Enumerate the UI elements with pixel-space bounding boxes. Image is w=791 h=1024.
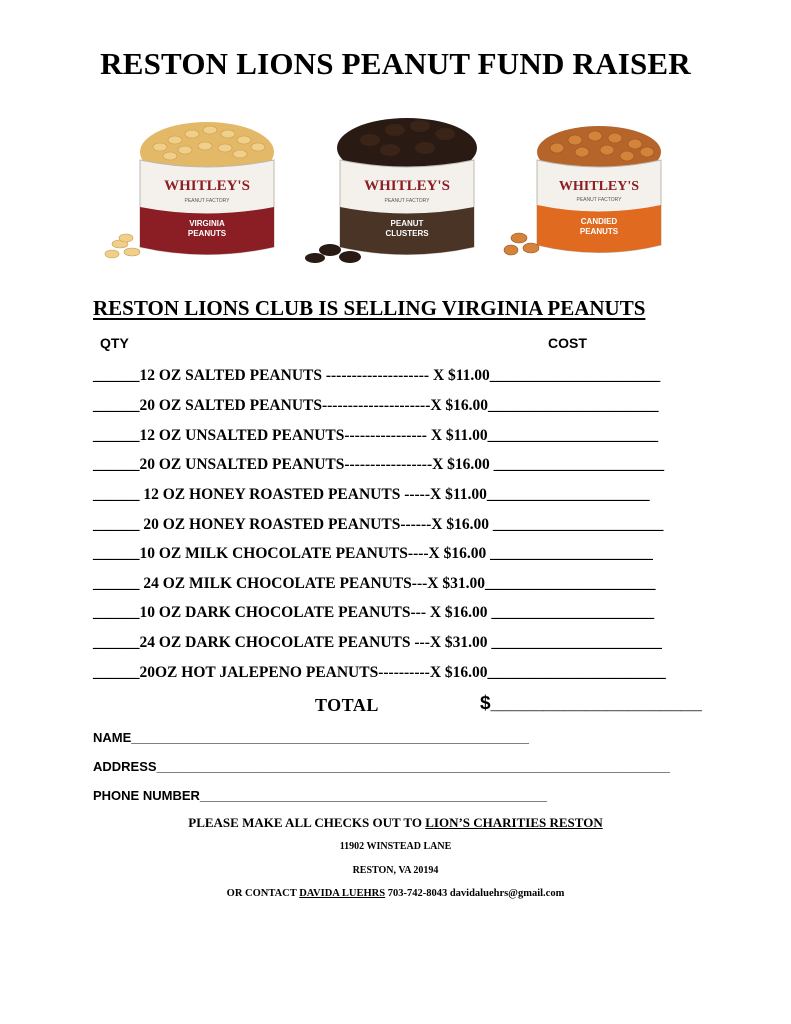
svg-text:PEANUTS: PEANUTS [579, 227, 619, 236]
svg-text:CLUSTERS: CLUSTERS [385, 229, 429, 238]
order-line-20oz-honey-roasted[interactable]: ______ 20 OZ HONEY ROASTED PEANUTS------X $16.00 ______________________ [93, 516, 664, 533]
order-line-20oz-hot-jalepeno[interactable]: ______20OZ HOT JALEPENO PEANUTS----------X $16.00_______________________ [93, 664, 666, 681]
svg-text:VIRGINIA: VIRGINIA [189, 219, 225, 228]
checks-payable-line [0, 815, 791, 831]
total-label: TOTAL [315, 695, 379, 715]
order-line-10oz-dark-chocolate[interactable]: ______10 OZ DARK CHOCOLATE PEANUTS--- X $16.00 _____________________ [93, 604, 655, 621]
tin-brand-text: WHITLEY'S [164, 178, 250, 194]
contact-line [0, 888, 791, 899]
order-line-24oz-dark-chocolate[interactable]: ______24 OZ DARK CHOCOLATE PEANUTS ---X $31.00 ______________________ [93, 634, 662, 651]
checks-prefix: PLEASE MAKE ALL CHECKS OUT TO [188, 815, 426, 830]
checks-payee: LION’S CHARITIES RESTON [425, 815, 603, 830]
svg-text:PEANUT FACTORY: PEANUT FACTORY [184, 198, 230, 204]
peanut-tin-salted [105, 122, 274, 258]
order-line-24oz-milk-chocolate[interactable]: ______ 24 OZ MILK CHOCOLATE PEANUTS---X $31.00______________________ [93, 575, 656, 592]
page-title: RESTON LIONS PEANUT FUND RAISER [100, 46, 691, 81]
peanut-tin-clusters [305, 118, 477, 263]
svg-text:PEANUT: PEANUT [390, 219, 424, 228]
city-address: RESTON, VA 20194 [352, 865, 439, 876]
svg-text:PEANUT FACTORY: PEANUT FACTORY [576, 197, 622, 203]
product-tins-illustration [95, 112, 705, 272]
phone-field[interactable]: PHONE NUMBER________________________________________________ [93, 788, 547, 803]
svg-text:CANDIED: CANDIED [580, 217, 618, 226]
qty-column-header: QTY [100, 335, 129, 351]
contact-prefix: OR CONTACT [226, 888, 300, 899]
svg-text:WHITLEY'S: WHITLEY'S [558, 179, 640, 194]
product-images [95, 112, 705, 272]
svg-text:PEANUTS: PEANUTS [187, 229, 227, 238]
cost-column-header: COST [548, 335, 587, 351]
peanut-tin-candied [504, 126, 661, 255]
order-line-20oz-salted[interactable]: ______20 OZ SALTED PEANUTS---------------------X $16.00______________________ [93, 397, 659, 414]
address-field[interactable]: ADDRESS_______________________________________________________________________ [93, 759, 670, 774]
order-line-12oz-salted[interactable]: ______12 OZ SALTED PEANUTS -------------------- X $11.00______________________ [93, 367, 661, 384]
svg-text:WHITLEY'S: WHITLEY'S [364, 178, 450, 194]
order-line-10oz-milk-chocolate[interactable]: ______10 OZ MILK CHOCOLATE PEANUTS----X $16.00 _____________________ [93, 545, 653, 562]
name-field[interactable]: NAME_______________________________________________________ [93, 730, 529, 745]
order-line-12oz-unsalted[interactable]: ______12 OZ UNSALTED PEANUTS---------------- X $11.00______________________ [93, 427, 659, 444]
contact-name: DAVIDA LUEHRS [299, 888, 386, 899]
section-heading: RESTON LIONS CLUB IS SELLING VIRGINIA PEANUTS [93, 296, 646, 320]
contact-details: 703-742-8043 davidaluehrs@gmail.com [385, 888, 565, 899]
svg-text:PEANUT FACTORY: PEANUT FACTORY [384, 198, 430, 204]
total-field[interactable]: $____________________ [480, 693, 702, 714]
order-line-20oz-unsalted[interactable]: ______20 OZ UNSALTED PEANUTS-----------------X $16.00 ______________________ [93, 456, 665, 473]
order-line-12oz-honey-roasted[interactable]: ______ 12 OZ HONEY ROASTED PEANUTS -----X $11.00_____________________ [93, 486, 650, 503]
street-address: 11902 WINSTEAD LANE [339, 841, 452, 852]
